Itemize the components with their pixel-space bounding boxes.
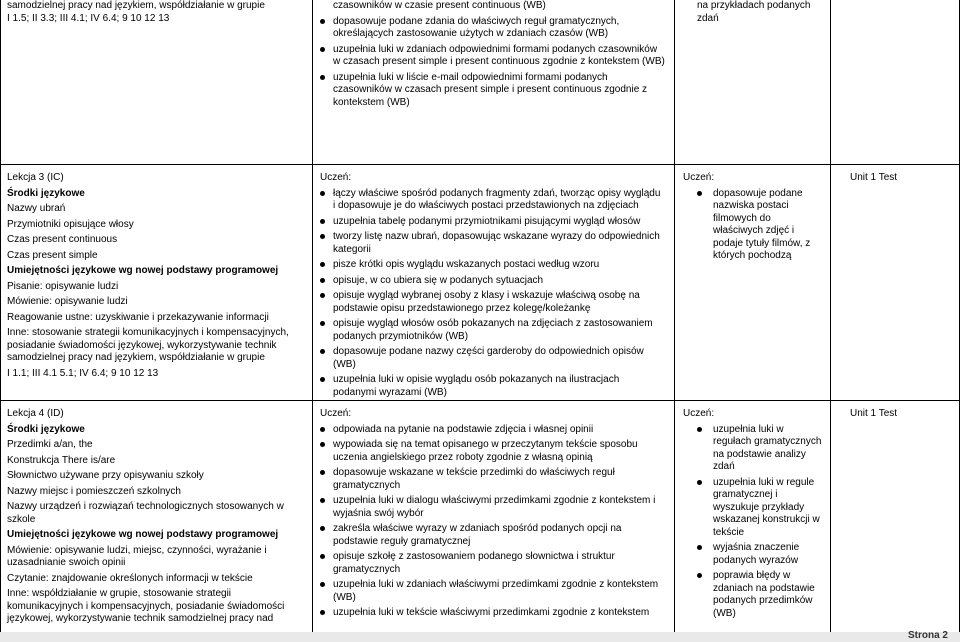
list-item: uzupełnia luki w zdaniach właściwymi przedimkami zgodnie z kontekstem (WB): [320, 579, 665, 604]
top-col2: [320, 0, 665, 112]
text-line: Słownictwo używane przy opisywaniu szkoły: [7, 470, 204, 481]
text-line: Umiejętności językowe wg nowej podstawy programowej: [7, 529, 279, 540]
list-item: tworzy listę nazw ubrań, dopasowując wskazane wyrazy do odpowiednich kategorii: [320, 231, 665, 256]
table-divider: [312, 0, 313, 632]
text-line: Reagowanie ustne: uzyskiwanie i przekazywanie informacji: [7, 311, 269, 323]
list-item: wypowiada się na temat opisanego w przeczytanym tekście sposobu uczenia angielskiego przez roboty zgodnie z własną opinią: [320, 439, 665, 464]
bullet-list: [683, 424, 823, 621]
list-item: uzupełnia tabelę podanymi przymiotnikami pisującymi wygląd włosów: [320, 216, 665, 229]
list-item: opisuje wygląd wybranej osoby z klasy i wskazuje właściwą osobę na podstawie opisu przedstawionego przez kolegę/koleżankę: [320, 290, 665, 315]
table-border-left: [0, 0, 1, 632]
list-item: odpowiada na pytanie na podstawie zdjęcia i własnej opinii: [320, 424, 665, 437]
list-item: uzupełnia luki w liście e-mail odpowiednimi formami podanych czasowników w czasach present simple i present continuous zgodnie z kontekstem (WB): [320, 72, 665, 110]
text-line: samodzielnej pracy nad językiem, współdziałanie w grupie: [7, 0, 265, 11]
assessment-label: Unit 1 Test: [850, 408, 898, 419]
list-item: dopasowuje podane zdania do właściwych reguł gramatycznych, określających zastosowanie użytych w zdaniach czasów (WB): [320, 16, 665, 41]
list-item: dopasowuje podane nazwy części garderoby do odpowiednich opisów (WB): [320, 346, 665, 371]
lesson4-col2: [320, 408, 665, 623]
list-item: łączy właściwe spośród podanych fragmenty zdań, tworząc opisy wyglądu i dopasowuje je do właściwych postaci przedstawionych na zdjęciach: [320, 188, 665, 213]
lesson3-col1: [7, 172, 305, 383]
list-item: uzupełnia luki w dialogu właściwymi przedimkami zgodnie z kontekstem i wyjaśnia swój wybór: [320, 495, 665, 520]
assessment-label: Unit 1 Test: [850, 172, 898, 183]
text-line: Środki językowe: [7, 423, 85, 435]
list-item: zakreśla właściwe wyrazy w zdaniach spośród podanych opcji na podstawie reguły gramatycznej: [320, 523, 665, 548]
lesson4-col1: [7, 408, 305, 629]
text-line: Czas present continuous: [7, 234, 118, 245]
text-line: Czas present simple: [7, 249, 98, 261]
lesson-title: Lekcja 4 (ID): [7, 408, 64, 419]
text-line: Mówienie: opisywanie ludzi, miejsc, czynności, wyrażanie i uzasadnianie swoich opinii: [7, 544, 267, 568]
list-item: opisuje szkołę z zastosowaniem podanego słownictwa i struktur gramatycznych: [320, 551, 665, 576]
list-item: poprawia błędy w zdaniach na podstawie podanych przedimków (WB): [683, 570, 823, 620]
list-item: opisuje, w co ubiera się w podanych sytuacjach: [320, 275, 665, 288]
list-item: wyjaśnia znaczenie podanych wyrazów: [683, 542, 823, 567]
list-item: uzupełnia luki w regułach gramatycznych na podstawie analizy zdań: [683, 424, 823, 474]
row-divider: [0, 164, 960, 165]
text-line: Czytanie: znajdowanie określonych informacji w tekście: [7, 572, 253, 584]
list-item: dopasowuje wskazane w tekście przedimki do właściwych reguł gramatycznych: [320, 467, 665, 492]
bullet-list: [320, 16, 665, 110]
text-line: Nazwy urządzeń i rozwiązań technologicznych stosowanych w szkole: [7, 501, 284, 525]
list-item: pisze krótki opis wyglądu wskazanych postaci według wzoru: [320, 259, 665, 272]
text-line: Pisanie: opisywanie ludzi: [7, 280, 119, 292]
column-heading: Uczeń:: [320, 408, 352, 419]
lesson3-col4: [838, 172, 956, 185]
text-line: Inne: stosowanie strategii komunikacyjnych i kompensacyjnych, posiadanie świadomości językowej, wykorzystywanie technik samodzielnej pracy nad językiem, współdziałanie w grupie: [7, 327, 289, 363]
text-line: Nazwy miejsc i pomieszczeń szkolnych: [7, 485, 181, 497]
column-heading: Uczeń:: [320, 172, 352, 183]
text-line: czasowników w czasie present continuous (WB): [333, 0, 546, 11]
bullet-list: [320, 188, 665, 400]
footer-bar: [0, 629, 960, 642]
column-heading: Uczeń:: [683, 408, 715, 419]
list-item: dopasowuje podane nazwiska postaci filmowych do właściwych zdjęć i podaje tytuły filmów, z których pochodzą: [683, 188, 823, 263]
text-line: Umiejętności językowe wg nowej podstawy programowej: [7, 265, 279, 276]
text-line: Środki językowe: [7, 187, 85, 199]
lesson3-col2: [320, 172, 665, 402]
lesson4-content: [7, 424, 305, 626]
table-divider: [830, 0, 831, 632]
top-col1: [7, 0, 305, 25]
text-line: Mówienie: opisywanie ludzi: [7, 296, 128, 307]
page-number: Strona 2: [907, 629, 948, 641]
text-line: Przedimki a/an, the: [7, 439, 93, 450]
text-line: Konstrukcja There is/are: [7, 454, 116, 466]
lesson4-col4: [838, 408, 956, 421]
lesson-title: Lekcja 3 (IC): [7, 172, 64, 183]
list-item: uzupełnia luki w tekście właściwymi przedimkami zgodnie z kontekstem: [320, 607, 665, 620]
lesson3-content: [7, 188, 305, 381]
lesson4-col3: [683, 408, 823, 623]
bullet-list: [320, 424, 665, 620]
text-line: Przymiotniki opisujące włosy: [7, 218, 134, 230]
text-line: I 1.1; III 4.1 5.1; IV 6.4; 9 10 12 13: [7, 367, 159, 379]
list-item: uzupełnia luki w opisie wyglądu osób pokazanych na ilustracjach podanymi wyrazami (WB): [320, 374, 665, 399]
list-item: uzupełnia luki w zdaniach odpowiednimi formami podanych czasowników w czasach present simple i present continuous zgodnie z kontekstem (WB): [320, 44, 665, 69]
list-item: uzupełnia luki w regule gramatycznej i wyszukuje przykłady wskazanej konstrukcji w tekście: [683, 477, 823, 540]
text-line: Nazwy ubrań: [7, 203, 66, 214]
lesson3-col3: [683, 172, 823, 266]
column-heading: Uczeń:: [683, 172, 715, 183]
text-line: I 1.5; II 3.3; III 4.1; IV 6.4; 9 10 12 13: [7, 12, 170, 24]
bullet-list: [683, 188, 823, 263]
top-col3: [683, 0, 823, 25]
list-item: opisuje wygląd włosów osób pokazanych na zdjęciach z zastosowaniem podanych przymiotników (WB): [320, 318, 665, 343]
table-divider: [674, 0, 675, 632]
text-line: na przykładach podanych zdań: [697, 0, 811, 24]
text-line: Inne: współdziałanie w grupie, stosowanie strategii komunikacyjnych i kompensacyjnych, posiadanie świadomości językowej, wykorzystywanie technik samodzielnej pracy nad: [7, 588, 285, 624]
